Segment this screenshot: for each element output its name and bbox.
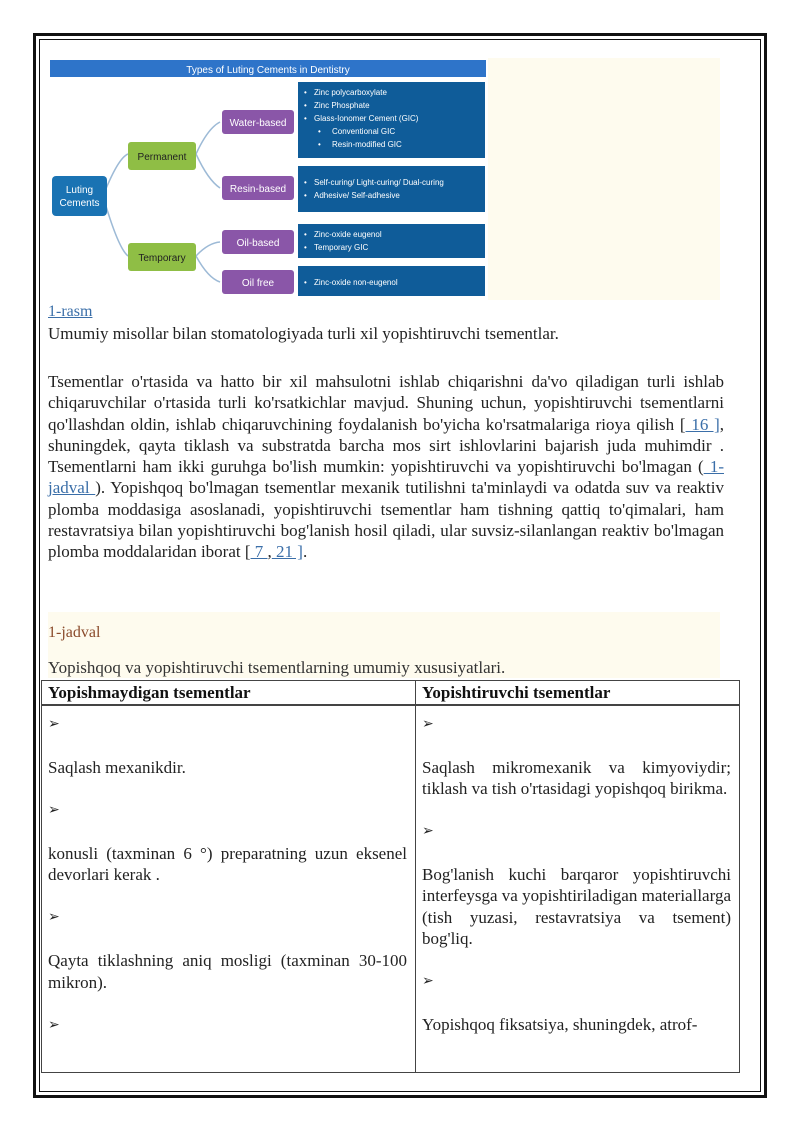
diagram-svg [48, 58, 488, 300]
table-header-row [42, 681, 740, 705]
item-resin-modified-gic: Resin-modified GIC [332, 140, 402, 149]
arrow-bullet-icon: ➢ [48, 1016, 60, 1033]
node-luting-cements-label-line2: Cements [59, 198, 100, 209]
arrow-bullet-icon: ➢ [422, 715, 434, 732]
connector-permanent-water [196, 122, 220, 154]
item-zinc-oxide-eugenol: Zinc-oxide eugenol [314, 230, 382, 239]
arrow-bullet-icon: ➢ [48, 715, 60, 732]
item-zinc-polycarboxylate: Zinc polycarboxylate [314, 88, 387, 97]
item-zinc-phosphate: Zinc Phosphate [314, 101, 370, 110]
node-temporary-label: Temporary [138, 253, 186, 264]
figure-caption: Umumiy misollar bilan stomatologiyada turli xil yopishtiruvchi tsementlar. [48, 324, 559, 343]
node-oil-based-label: Oil-based [236, 238, 280, 249]
arrow-bullet-icon: ➢ [422, 973, 434, 990]
figure-link[interactable]: 1-rasm [48, 303, 93, 320]
box-bullet: • [304, 243, 307, 252]
list-item: konusli (taxminan 6 °) preparatning uzun eksenel devorlari kerak . [48, 843, 407, 885]
node-water-based-label: Water-based [229, 118, 287, 129]
item-conventional-gic: Conventional GIC [332, 127, 396, 136]
luting-cements-diagram [48, 58, 488, 300]
reference-separator: , [267, 542, 272, 562]
node-resin-based-label: Resin-based [229, 184, 287, 195]
cell-adhesive [416, 705, 740, 1073]
item-adhesive: Adhesive/ Self-adhesive [314, 191, 400, 200]
node-oil-free-label: Oil free [241, 278, 275, 289]
header-adhesive: Yopishtiruvchi tsementlar [416, 681, 740, 705]
item-gic: Glass-Ionomer Cement (GIC) [314, 114, 419, 123]
box-bullet: • [318, 140, 321, 149]
header-non-adhesive: Yopishmaydigan tsementlar [42, 681, 416, 705]
item-temporary-gic: Temporary GIC [314, 243, 369, 252]
reference-link-7[interactable]: 7 [250, 542, 268, 562]
item-curing: Self-curing/ Light-curing/ Dual-curing [314, 178, 444, 187]
list-item: Bog'lanish kuchi barqaror yopishtiruvchi interfeysga va yopishtiriladigan materiallarga (tish yuzasi, restavratsiya va tsement) bog'liq. [422, 865, 731, 948]
box-bullet: • [304, 88, 307, 97]
cell-non-adhesive [42, 705, 416, 1073]
reference-link-16[interactable]: 16 ] [685, 414, 720, 434]
item-zinc-oxide-non-eugenol: Zinc-oxide non-eugenol [314, 278, 398, 287]
arrow-bullet-icon: ➢ [48, 801, 60, 818]
paragraph-text: ). Yopishqoq bo'lmagan tsementlar mexanik tutilishni ta'minlaydi va odatda suv va reaktiv plomba moddasiga asoslanadi, yopishtiruvchi tsementlar ham tishning qattiq to'qimalari, ham restavratsiya bilan yopishtiruvchi bog'lanish hosil qiladi, ular suvsiz-silanlangan reaktiv bo'lmagan plomba moddalaridan iborat [ [48, 478, 724, 562]
connector-temporary-oil [196, 242, 220, 256]
arrow-bullet-icon: ➢ [422, 823, 434, 840]
diagram-title: Types of Luting Cements in Dentistry [186, 65, 350, 76]
box-resin-based-items [298, 166, 485, 212]
paragraph-text: , shuningdek, qayta tiklash va substratda barcha mos sirt ishlovlarini bajarish juda muhimdir . Tsementlarni ham ikki guruhga bo'lish mumkin: yopishtiruvchi va yopishtiruvchi bo'lmagan ( [48, 414, 724, 477]
table-row [42, 705, 740, 1073]
comparison-table [41, 680, 740, 1073]
arrow-bullet-icon: ➢ [48, 909, 60, 926]
box-bullet: • [304, 230, 307, 239]
list-item: Yopishqoq fiksatsiya, shuningdek, atrof- [422, 1015, 698, 1035]
paragraph-text: . [302, 542, 308, 562]
connector-temporary-oilfree [196, 256, 220, 282]
table-reference-link[interactable]: 1-jadval [48, 457, 724, 498]
paragraph-text: Tsementlar o'rtasida va hatto bir xil mahsulotni ishlab chiqarishni da'vo qiladigan turli ishlab chiqaruvchilar o'rtasida turli ko'rsatkichlar mavjud. Shuning uchun, yopishtiruvchi tsementlarni qo'llashdan oldin, ishlab chiqaruvchining foydalanish bo'yicha ko'rsatmalariga rioya qilish [ [48, 372, 724, 434]
node-permanent-label: Permanent [137, 152, 187, 163]
box-bullet: • [304, 178, 307, 187]
list-item: Saqlash mexanikdir. [48, 757, 186, 777]
box-bullet: • [304, 101, 307, 110]
table-label: 1-jadval [48, 624, 101, 641]
node-luting-cements [52, 176, 107, 216]
reference-link-21[interactable]: 21 ] [271, 542, 303, 562]
list-item: Qayta tiklashning aniq mosligi (taxminan 30-100 mikron). [48, 951, 407, 992]
box-bullet: • [304, 114, 307, 123]
node-luting-cements-label-line1: Luting [65, 185, 94, 196]
box-bullet: • [304, 278, 307, 287]
table-caption: Yopishqoq va yopishtiruvchi tsementlarning umumiy xususiyatlari. [48, 658, 506, 677]
box-bullet: • [304, 191, 307, 200]
box-bullet: • [318, 127, 321, 136]
body-paragraph [48, 371, 724, 563]
list-item: Saqlash mikromexanik va kimyoviydir; tiklash va tish o'rtasidagi yopishqoq birikma. [422, 757, 731, 798]
connector-permanent-resin [196, 154, 220, 188]
